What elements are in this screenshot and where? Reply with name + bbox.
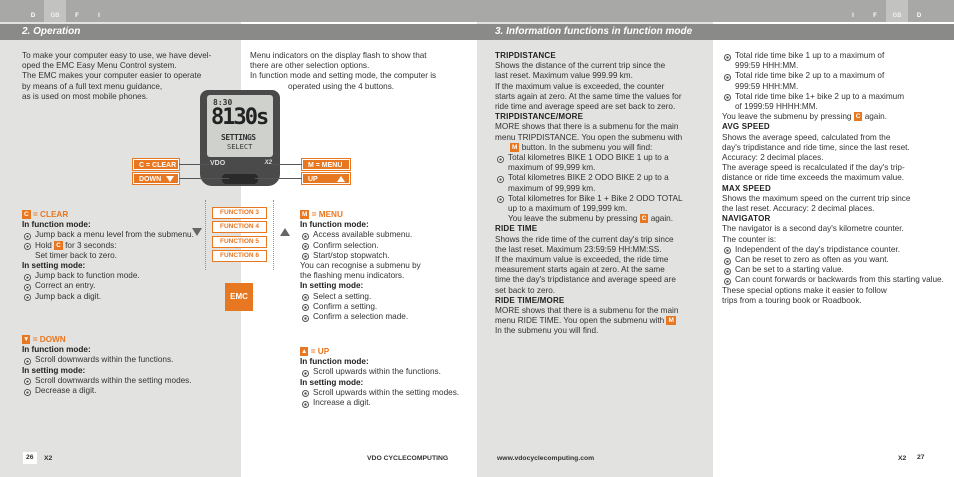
device-model-label: X2 — [264, 160, 272, 166]
down-arrow-icon — [166, 176, 174, 182]
up-leader — [255, 178, 302, 179]
top-bar-right — [477, 0, 954, 22]
c-key-icon-ride: C — [855, 113, 861, 121]
operation-intro-2: Menu indicators on the display flash to show that there are other selection options. In function mode and setting mode, the computer is operated using the 4 buttons. — [250, 51, 437, 91]
up-key-icon: ▲ — [301, 348, 308, 355]
tab-i: I — [98, 13, 100, 19]
footer-model-left: X2 — [44, 455, 53, 462]
tab-i-right: I — [852, 13, 854, 19]
display-settings-text: SETTINGS — [221, 133, 256, 142]
page-number-left: 26 — [23, 452, 37, 464]
menu-section: M = MENU In function mode: Access available submenu. Confirm selection. Start/stop stopwatch. You can recognise a submenu by the flashing menu indicators. In setting mode: Select a setting. Confirm a setting. Confirm a selection made. — [300, 210, 470, 322]
avg-speed-heading: AVG SPEED — [722, 122, 770, 132]
info-column-1: TRIPDISTANCE Shows the distance of the current trip since the last reset. Maximum value 999.99 km. If the maximum value is exceeded, the counter starts again at zero. At the same time the values for ride time and average speed are set back to zero. TRIPDISTANCE/MORE MORE shows that there is a submenu for the main menu TRIPDISTANCE. You open the submenu with M button. In the submenu you will find: Total kilometres BIKE 1 ODO BIKE 1 up to a maximum of 99,999 km. Total kilometres BIKE 2 ODO BIKE 2 up to a maximum of 99,999 km. Total kilometres for Bike 1 + Bike 2 ODO TOTAL up to a maximum of 199,999 km. You leave the submenu by pressing C again. RIDE TIME Shows the ride time of the current day's trip since the last reset. Maximum 23:59:59 HH:MM:SS. If the maximum value is exceeded, the ride time measurement starts again at zero. At the same time the day's tripdistance and average speed are set back to zero. RIDE TIME/MORE MORE shows that there is a submenu for the main menu RIDE TIME. You open the submenu with M In the submenu you will find. — [495, 51, 707, 337]
emc-logo: EMC — [225, 283, 253, 311]
section-title-operation: 2. Operation — [0, 24, 477, 40]
tab-d-right: D — [916, 13, 922, 19]
function-6-box: FUNCTION 6 — [212, 250, 267, 262]
cyclecomputer-device — [200, 90, 280, 186]
tab-gb: GB — [44, 0, 66, 22]
m-menu-label: M = MENU — [302, 159, 350, 170]
scroll-up-icon — [280, 228, 290, 236]
function-4-box: FUNCTION 4 — [212, 221, 267, 233]
display-big-digits: 8130s — [211, 105, 268, 130]
m-key-icon: M — [302, 211, 308, 218]
up-label: UP — [302, 173, 350, 184]
c-clear-leader — [179, 164, 209, 165]
info-column-2: Total ride time bike 1 up to a maximum of 999:59 HHH:MM. Total ride time bike 2 up to a maximum of 999:59 HHH:MM. Total ride time bike 1+ bike 2 up to a maximum of 1999:59 HHHH:MM. You leave the submenu by pressing C again. AVG SPEED Shows the average speed, calculated from the day's tripdistance and ride time, since the last reset. Accuracy: 2 decimal places. The average speed is recalculated if the day's trip- distance or ride time exceeds the maximum value. MAX SPEED Shows the maximum speed on the current trip since the last reset. Accuracy: 2 decimal places. NAVIGATOR The navigator is a second day's kilometre counter. The counter is: Independent of the day's tripdistance counter. Can be reset to zero as often as you want. Can be set to a starting value. Can count forwards or backwards from this starting value. These special options make it easier to follow trips from a touring book or Roadbook. — [722, 51, 950, 306]
tab-f: F — [75, 13, 79, 19]
m-menu-leader — [272, 164, 302, 165]
c-key-icon-trip: C — [641, 215, 647, 223]
down-key-icon: ▼ — [23, 336, 30, 343]
up-arrow-icon — [337, 176, 345, 182]
down-label: DOWN — [133, 173, 179, 184]
m-key-icon-ride: M — [668, 317, 674, 325]
down-section: ▼ = DOWN In function mode: Scroll downwards within the functions. In setting mode: Scroll downwards within the setting modes. Decrease a digit. — [22, 335, 222, 396]
top-bar-left — [0, 0, 477, 22]
page-number-right: 27 — [914, 452, 928, 464]
tab-gb-right: GB — [886, 0, 908, 22]
clear-section: C = CLEAR In function mode: Jump back a menu level from the submenu. Hold C for 3 seconds: Set timer back to zero. In setting mode: Jump back to function mode. Correct an entry. Jump back a digit. — [22, 210, 222, 302]
c-key-icon-inline: C — [56, 241, 61, 249]
tripmore-heading: TRIPDISTANCE/MORE — [495, 112, 584, 122]
tab-f-right: F — [873, 13, 877, 19]
function-5-box: FUNCTION 5 — [212, 236, 267, 248]
footer-brand: VDO CYCLECOMPUTING — [367, 455, 449, 462]
footer-url[interactable]: www.vdocyclecomputing.com — [497, 455, 595, 462]
section-title-info: 3. Information functions in function mode — [477, 24, 954, 40]
max-speed-heading: MAX SPEED — [722, 183, 771, 193]
c-key-icon: C — [24, 211, 29, 218]
footer-model-right: X2 — [898, 455, 907, 462]
navigator-heading: NAVIGATOR — [722, 214, 771, 224]
tripdistance-heading: TRIPDISTANCE — [495, 51, 556, 60]
device-display — [207, 95, 273, 157]
ridetime-heading: RIDE TIME — [495, 224, 538, 234]
display-select-text: SELECT — [227, 143, 253, 151]
tab-d: D — [30, 13, 36, 19]
device-bottom-buttons — [222, 174, 258, 184]
m-key-icon-trip: M — [512, 143, 518, 151]
function-dotted-line-right — [273, 200, 274, 270]
down-leader — [179, 178, 229, 179]
operation-intro: To make your computer easy to use, we have devel- oped the EMC Easy Menu Control system. The EMC makes your computer easier to operate by means of a full text menu guidance, as is used on most mobile phones. — [22, 51, 212, 101]
up-section: ▲ = UP In function mode: Scroll upwards within the functions. In setting mode: Scroll upwards within the setting modes. Increase a digit. — [300, 347, 470, 408]
device-brand-logo: VDO — [210, 160, 226, 167]
display-small-digits: 8:30 — [213, 98, 233, 107]
ridemore-heading: RIDE TIME/MORE — [495, 295, 565, 305]
function-3-box: FUNCTION 3 — [212, 207, 267, 219]
c-clear-label: C = CLEAR — [133, 159, 179, 170]
